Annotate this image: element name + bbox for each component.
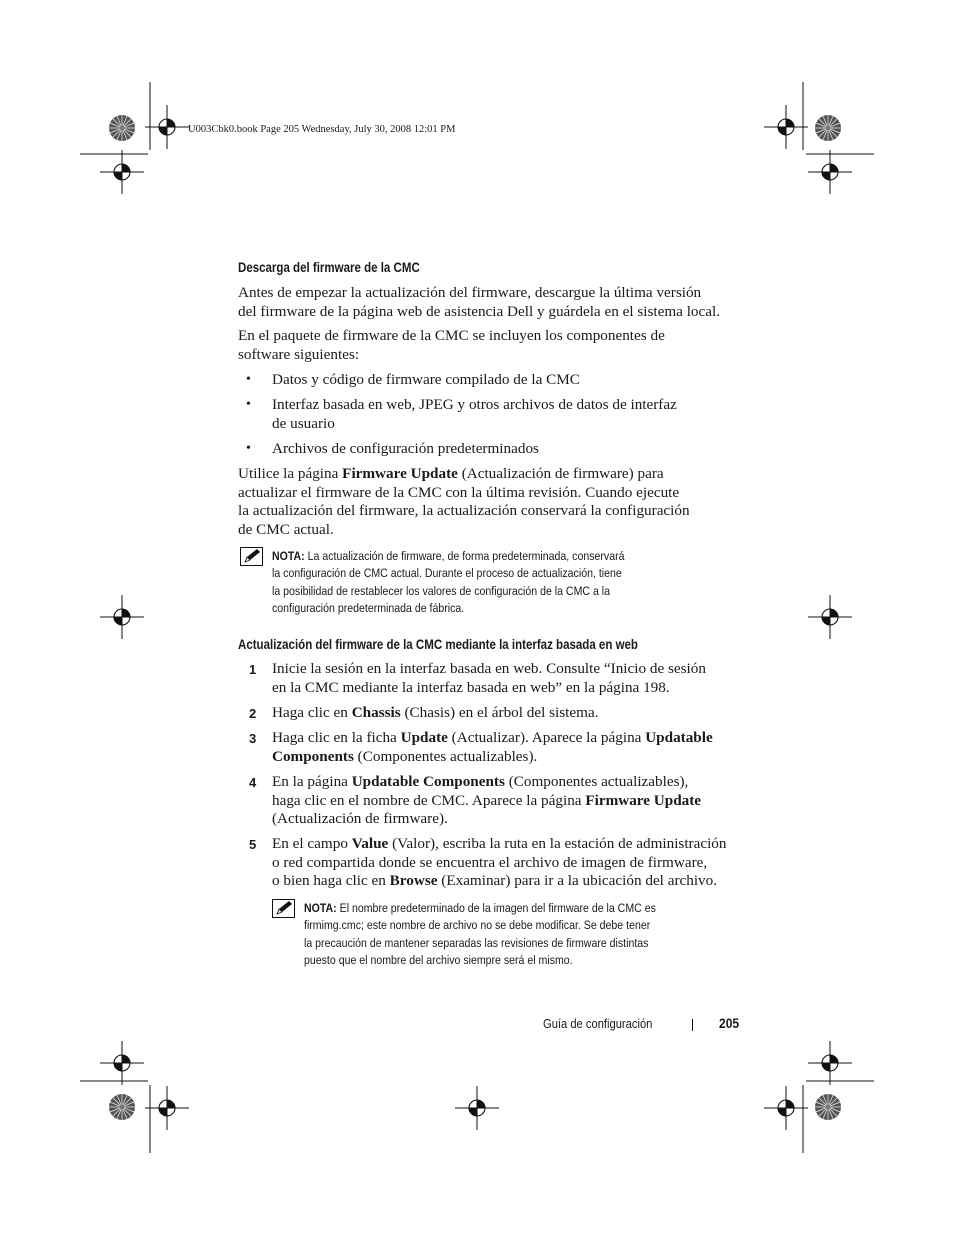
footer-title: Guía de configuración [543, 1016, 653, 1031]
ui-term: Value [351, 835, 389, 852]
registration-mark-icon [100, 1041, 144, 1085]
registration-mark-icon [764, 105, 808, 149]
note-label: NOTA: [304, 901, 337, 915]
paragraph: Antes de empezar la actualización del firmware, descargue la última versión del firmware de la página web de asistencia Dell y guárdela en el sistema local. [238, 284, 721, 320]
registration-mark-icon [764, 1086, 808, 1130]
registration-mark-icon [455, 1086, 499, 1130]
step-number: 5 [249, 837, 257, 852]
note-pencil-icon [240, 547, 264, 567]
step-number: 4 [249, 775, 257, 790]
section-heading: Descarga del firmware de la CMC [238, 260, 420, 275]
page-number: 205 [719, 1015, 740, 1031]
starburst-mark-icon [815, 115, 841, 141]
bullet-marker: • [246, 441, 251, 456]
step: En el campo Value (Valor), escriba la ruta en la estación de administración o red compartida donde se encuentra el archivo de imagen de firmware, o bien haga clic en Browse (Examinar) para ir a la ubicación del archivo. [272, 835, 727, 890]
starburst-mark-icon [109, 1094, 135, 1120]
step-number: 1 [249, 662, 257, 677]
list-item: Interfaz basada en web, JPEG y otros archivos de datos de interfaz de usuario [272, 396, 677, 432]
starburst-mark-icon [815, 1094, 841, 1120]
step-number: 2 [249, 706, 257, 721]
ui-term: Update [400, 729, 448, 746]
paragraph: En el paquete de firmware de la CMC se incluyen los componentes de software siguientes: [238, 327, 665, 363]
note-label: NOTA: [272, 549, 305, 563]
list-item: Datos y código de firmware compilado de la CMC [272, 371, 580, 388]
registration-mark-icon [808, 150, 852, 194]
list-item: Archivos de configuración predeterminados [272, 440, 539, 457]
step: Haga clic en la ficha Update (Actualizar). Aparece la página Updatable Components (Componentes actualizables). [272, 729, 713, 765]
section-heading: Actualización del firmware de la CMC mediante la interfaz basada en web [238, 637, 638, 652]
filename: firmimg.cmc [304, 918, 361, 933]
note: NOTA: El nombre predeterminado de la imagen del firmware de la CMC es firmimg.cmc; este nombre de archivo no se debe modificar. Se debe tener la precaución de mantener separadas las revisiones de firmware distintas puesto que el nombre del archivo siempre será el mismo. [304, 901, 656, 967]
ui-term: Updatable Components [351, 773, 505, 790]
registration-mark-icon [100, 150, 144, 194]
starburst-mark-icon [109, 115, 135, 141]
registration-mark-icon [808, 1041, 852, 1085]
bullet-marker: • [246, 397, 251, 412]
note: NOTA: La actualización de firmware, de forma predeterminada, conservará la configuración de CMC actual. Durante el proceso de actualización, tiene la posibilidad de restablecer los valores de configuración de la CMC a la configuración predeterminada de fábrica. [272, 549, 625, 615]
step-number: 3 [249, 731, 257, 746]
ui-term: Firmware Update [342, 465, 458, 482]
print-slug: U003Cbk0.book Page 205 Wednesday, July 30, 2008 12:01 PM [188, 124, 456, 135]
ui-term: Firmware Update [585, 791, 702, 809]
paragraph: Utilice la página Firmware Update (Actualización de firmware) para actualizar el firmware de la CMC con la última revisión. Cuando ejecute la actualización del firmware, la actualización conservará la configuración de CMC actual. [238, 465, 690, 538]
registration-mark-icon [100, 595, 144, 639]
footer-divider [692, 1019, 693, 1031]
registration-mark-icon [145, 1086, 189, 1130]
ui-term: Chassis [351, 704, 401, 721]
ui-term: Components [272, 747, 354, 765]
note-pencil-icon [272, 899, 296, 919]
step: Haga clic en Chassis (Chasis) en el árbol del sistema. [272, 704, 599, 721]
bullet-marker: • [246, 372, 251, 387]
ui-term: Browse [389, 872, 438, 890]
registration-mark-icon [808, 595, 852, 639]
step: Inicie la sesión en la interfaz basada en web. Consulte “Inicio de sesión en la CMC mediante la interfaz basada en web” en la página 198. [272, 660, 706, 696]
registration-mark-icon [145, 105, 189, 149]
step: En la página Updatable Components (Componentes actualizables), haga clic en el nombre de CMC. Aparece la página Firmware Update (Actualización de firmware). [272, 773, 702, 828]
ui-term: Updatable [645, 729, 713, 746]
